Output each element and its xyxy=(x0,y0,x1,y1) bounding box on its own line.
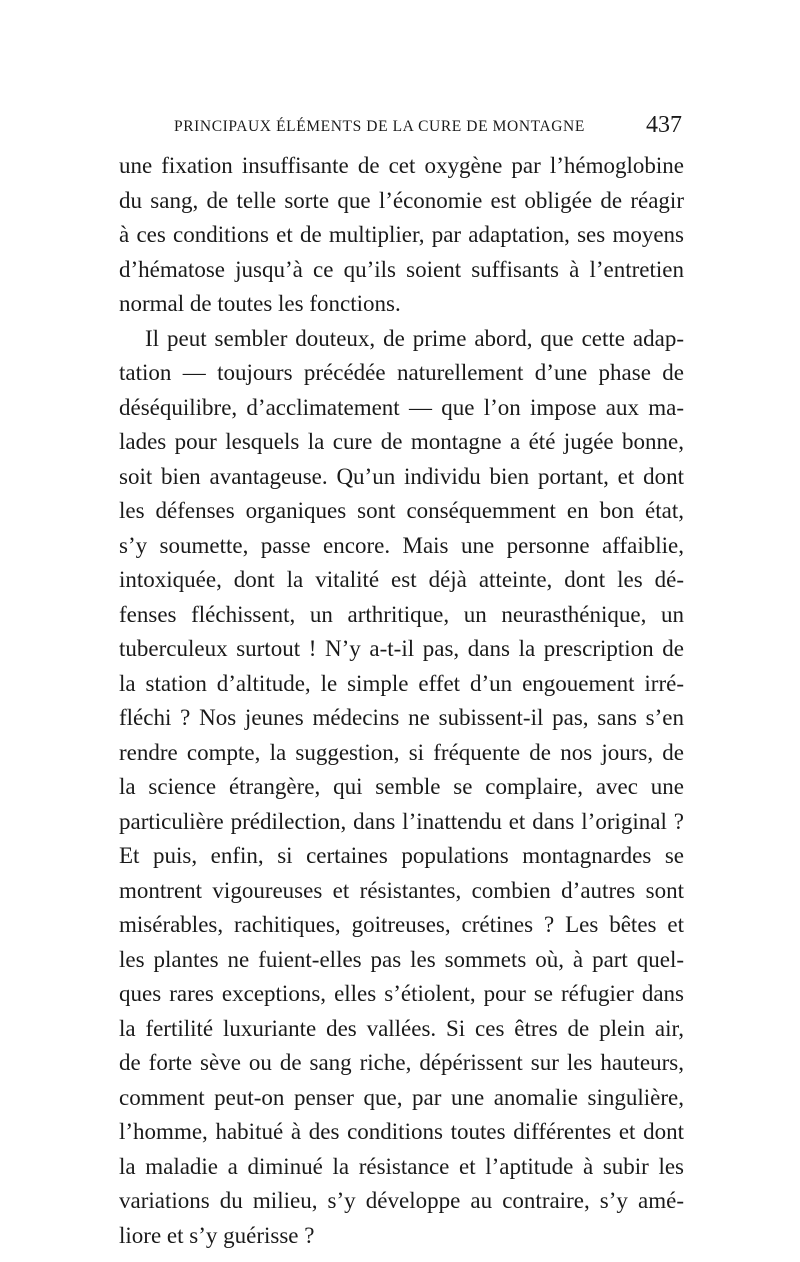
text-line: la fertilité luxuriante des vallées. Si ces êtres de plein air, xyxy=(119,1015,684,1041)
text-line: fenses fléchissent, un arthritique, un neurasthénique, un xyxy=(119,601,684,627)
text-line: intoxiquée, dont la vitalité est déjà atteinte, dont les dé- xyxy=(119,567,684,592)
text-line: de forte sève ou de sang riche, dépérissent sur les hauteurs, xyxy=(119,1050,684,1075)
text-line: Il peut sembler douteux, de prime abord, que cette adap- xyxy=(145,325,684,351)
text-line: liore et s’y guérisse ? xyxy=(119,1222,315,1248)
text-line: particulière prédilection, dans l’inattendu et dans l’original ? xyxy=(119,808,684,834)
text-line: les plantes ne fuient-elles pas les sommets où, à part quel- xyxy=(119,946,684,972)
text-line: rendre compte, la suggestion, si fréquente de nos jours, de xyxy=(119,739,684,765)
text-line: normal de toutes les fonctions. xyxy=(119,291,401,316)
text-line: les défenses organiques sont conséquemment en bon état, xyxy=(119,498,684,523)
text-line: d’hématose jusqu’à ce qu’ils soient suffisants à l’entretien xyxy=(119,256,684,282)
text-line: Et puis, enfin, si certaines populations montagnardes se xyxy=(119,843,684,868)
text-line: comment peut-on penser que, par une anomalie singulière, xyxy=(119,1084,684,1110)
text-line: fléchi ? Nos jeunes médecins ne subissent-il pas, sans s’en xyxy=(119,705,684,730)
text-line: la science étrangère, qui semble se complaire, avec une xyxy=(119,774,684,799)
text-line: variations du milieu, s’y développe au contraire, s’y amé- xyxy=(119,1188,684,1213)
body-text xyxy=(119,149,684,1253)
text-line: lades pour lesquels la cure de montagne a été jugée bonne, xyxy=(119,429,684,454)
running-header xyxy=(118,112,684,142)
text-line: à ces conditions et de multiplier, par adaptation, ses moyens xyxy=(119,222,684,247)
text-line: du sang, de telle sorte que l’économie est obligée de réagir xyxy=(119,187,684,213)
page-number: 437 xyxy=(646,112,682,138)
text-line: tation — toujours précédée naturellement d’une phase de xyxy=(119,360,684,385)
text-line: misérables, rachitiques, goitreuses, crétines ? Les bêtes et xyxy=(119,912,684,937)
text-line: la station d’altitude, le simple effet d’un engouement irré- xyxy=(119,670,684,696)
text-line: la maladie a diminué la résistance et l’aptitude à subir les xyxy=(119,1153,684,1179)
running-title: PRINCIPAUX ÉLÉMENTS DE LA CURE DE MONTAGNE xyxy=(174,118,585,135)
text-line: ques rares exceptions, elles s’étiolent, pour se réfugier dans xyxy=(119,981,684,1006)
text-line: l’homme, habitué à des conditions toutes différentes et dont xyxy=(119,1119,684,1144)
text-line: tuberculeux surtout ! N’y a-t-il pas, dans la prescription de xyxy=(119,636,684,661)
text-line: soit bien avantageuse. Qu’un individu bien portant, et dont xyxy=(119,463,684,489)
text-line: s’y soumette, passe encore. Mais une personne affaiblie, xyxy=(119,532,684,558)
text-line: une fixation insuffisante de cet oxygène par l’hémoglobine xyxy=(119,153,684,178)
text-line: déséquilibre, d’acclimatement — que l’on impose aux ma- xyxy=(119,394,684,420)
text-line: montrent vigoureuses et résistantes, combien d’autres sont xyxy=(119,877,684,903)
